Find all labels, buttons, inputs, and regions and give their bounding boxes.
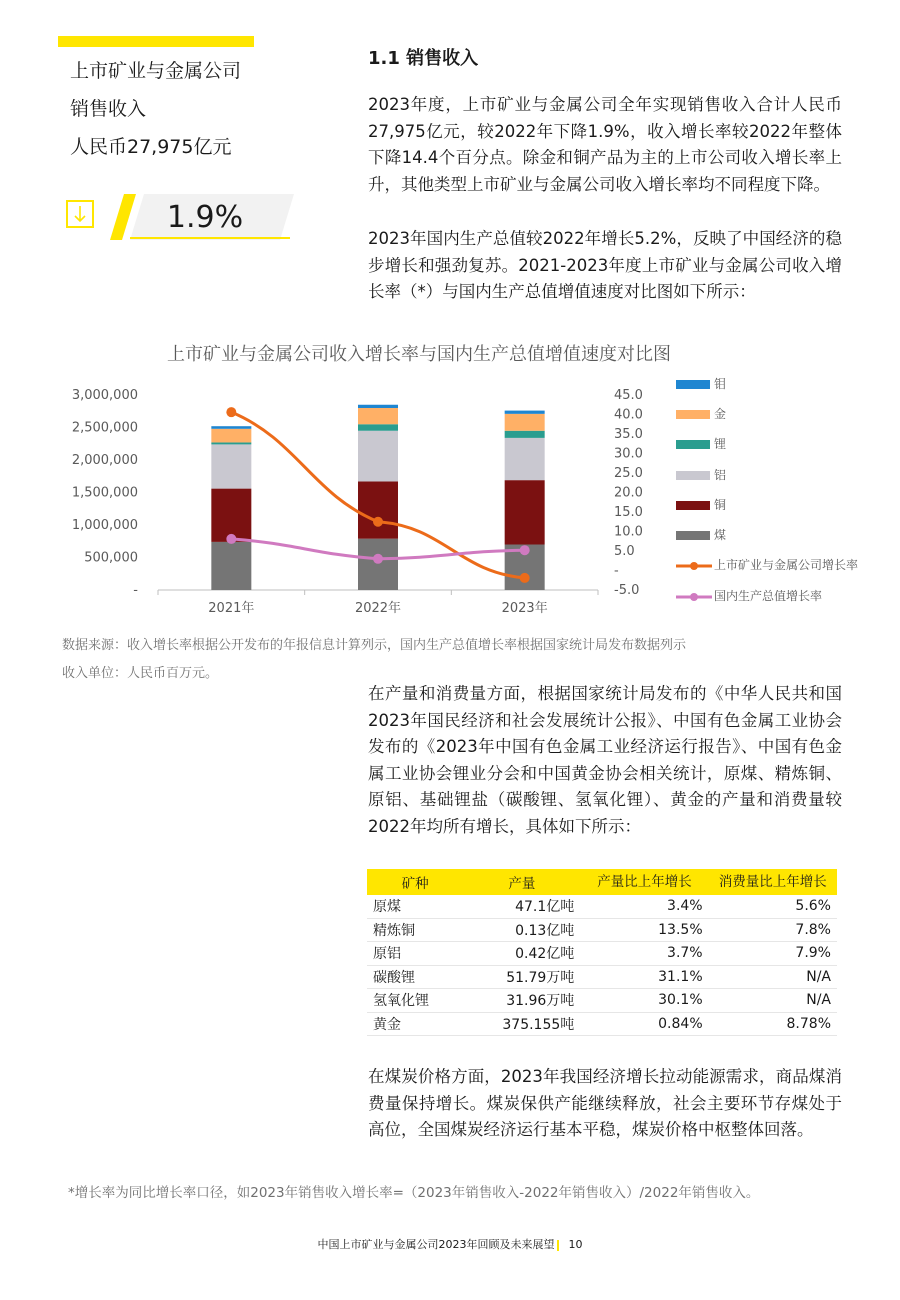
cell-mineral: 原铝: [367, 942, 463, 966]
table-row: [367, 989, 837, 1013]
y-left-tick-label: -: [133, 583, 138, 598]
line-point: [373, 554, 383, 564]
cell-consumption-growth: 7.8%: [709, 918, 837, 942]
kpi-label-amount: 人民币27,975亿元: [70, 136, 232, 158]
legend-label: 上市矿业与金属公司增长率: [714, 558, 859, 572]
mineral-production-table: [367, 869, 837, 1036]
bar-segment-铜: [211, 489, 251, 542]
y-left-tick-label: 1,500,000: [71, 485, 138, 501]
bar-segment-金: [358, 408, 398, 424]
table-header-row: [367, 869, 837, 895]
bar-segment-铝: [505, 438, 545, 480]
bar-segment-锂: [505, 431, 545, 438]
bar-segment-锂: [358, 424, 398, 431]
footer-title: 中国上市矿业与金属公司2023年回顾及未来展望: [317, 1238, 555, 1251]
legend-swatch: [676, 410, 710, 419]
cell-consumption-growth: 8.78%: [709, 1012, 837, 1036]
kpi-value: 1.9%: [166, 200, 244, 235]
header-output: 产量: [463, 869, 580, 895]
paragraph-gdp: 2023年国内生产总值较2022年增长5.2%，反映了中国经济的稳步增长和强劲复苏。2021-2023年度上市矿业与金属公司收入增长率（*）与国内生产总值增值速度对比图如下所示：: [368, 229, 842, 302]
cell-mineral: 碳酸锂: [367, 965, 463, 989]
footer-separator: [557, 1240, 559, 1251]
cell-output: 0.13亿吨: [463, 918, 580, 942]
unit-note: 收入单位：人民币百万元。: [62, 666, 219, 681]
kpi-label-metric: 销售收入: [70, 98, 147, 120]
bar-segment-煤: [211, 542, 251, 590]
table-row: [367, 918, 837, 942]
legend-swatch: [676, 560, 712, 572]
bar-segment-煤: [358, 539, 398, 590]
x-tick-label: 2021年: [208, 601, 255, 616]
chart-title: 上市矿业与金属公司收入增长率与国内生产总值增值速度对比图: [167, 344, 671, 365]
bar-segment-钼: [505, 411, 545, 414]
cell-output: 375.155吨: [463, 1012, 580, 1036]
paragraph-production: 在产量和消费量方面，根据国家统计局发布的《中华人民共和国2023年国民经济和社会发展统计公报》、中国有色金属工业协会发布的《2023年中国有色金属工业经济运行报告》、中国有色金属工业协会锂业分会和中国黄金协会相关统计，原煤、精炼铜、原铝、基础锂盐（碳酸锂、氢氧化锂）、黄金的产量和消费量较2022年均所有增长，具体如下所示：: [368, 684, 842, 836]
data-source-note: 数据来源：收入增长率根据公开发布的年报信息计算列示，国内生产总值增长率根据国家统计局发布数据列示: [62, 638, 687, 653]
legend-swatch: [676, 380, 710, 389]
table-row: [367, 1012, 837, 1036]
bar-segment-钼: [211, 426, 251, 429]
cell-mineral: 原煤: [367, 895, 463, 918]
y-right-tick-label: 10.0: [614, 524, 643, 540]
cell-output-growth: 3.7%: [580, 942, 708, 966]
cell-output-growth: 13.5%: [580, 918, 708, 942]
cell-output-growth: 31.1%: [580, 965, 708, 989]
cell-output: 0.42亿吨: [463, 942, 580, 966]
legend-label: 钼: [714, 377, 727, 391]
bar-segment-金: [505, 414, 545, 431]
cell-consumption-growth: N/A: [709, 989, 837, 1013]
kpi-label-company: 上市矿业与金属公司: [70, 60, 242, 82]
footnote: *增长率为同比增长率口径，如2023年销售收入增长率=（2023年销售收入-2022年销售收入）/2022年销售收入。: [68, 1185, 760, 1201]
header-output-growth: 产量比上年增长: [580, 869, 708, 895]
bar-segment-钼: [358, 405, 398, 408]
legend-label: 煤: [714, 528, 727, 542]
header-mineral: 矿种: [367, 869, 463, 895]
cell-mineral: 精炼铜: [367, 918, 463, 942]
legend-label: 锂: [714, 437, 727, 451]
y-right-tick-label: 45.0: [614, 388, 643, 403]
cell-output: 47.1亿吨: [463, 895, 580, 918]
legend-label: 铝: [714, 468, 727, 482]
bar-segment-锂: [211, 442, 251, 444]
y-left-tick-label: 2,500,000: [71, 420, 138, 436]
paragraph-revenue: 2023年度，上市矿业与金属公司全年实现销售收入合计人民币27,975亿元，较2022年下降1.9%，收入增长率较2022年整体下降14.4个百分点。除金和铜产品为主的上市公司收入增长率上升，其他类型上市矿业与金属公司收入增长率均不同程度下降。: [368, 95, 842, 194]
line-point: [520, 545, 530, 555]
accent-bar: [58, 36, 254, 47]
legend-swatch: [676, 471, 710, 480]
bar-segment-铜: [358, 481, 398, 538]
bar-segment-铜: [505, 480, 545, 544]
line-point: [226, 534, 236, 544]
cell-output: 51.79万吨: [463, 965, 580, 989]
cell-output: 31.96万吨: [463, 989, 580, 1013]
y-right-tick-label: 30.0: [614, 446, 643, 462]
page-footer: [0, 1236, 900, 1252]
cell-mineral: 氢氧化锂: [367, 989, 463, 1013]
line-point: [520, 573, 530, 583]
table-row: [367, 895, 837, 918]
y-right-tick-label: -5.0: [614, 583, 640, 598]
y-right-tick-label: 20.0: [614, 485, 643, 501]
y-left-tick-label: 3,000,000: [71, 388, 138, 403]
section-title: 1.1 销售收入: [368, 48, 479, 69]
line-point: [373, 517, 383, 527]
down-arrow-icon: [66, 200, 94, 228]
x-tick-label: 2022年: [354, 601, 402, 616]
bar-segment-金: [211, 429, 251, 443]
legend-swatch: [676, 440, 710, 449]
y-left-tick-label: 1,000,000: [71, 518, 138, 533]
x-tick-label: 2023年: [501, 601, 548, 616]
y-right-tick-label: 35.0: [614, 427, 643, 442]
legend-swatch: [676, 531, 710, 540]
header-consumption-growth: 消费量比上年增长: [709, 869, 837, 895]
table-row: [367, 965, 837, 989]
cell-mineral: 黄金: [367, 1012, 463, 1036]
cell-consumption-growth: 5.6%: [709, 895, 837, 918]
y-left-tick-label: 500,000: [84, 550, 138, 566]
line-point: [226, 407, 236, 417]
bar-segment-铝: [211, 444, 251, 488]
legend-swatch: [676, 501, 710, 510]
y-right-tick-label: -: [614, 563, 619, 579]
legend-label: 铜: [714, 498, 727, 512]
y-right-tick-label: 25.0: [614, 466, 643, 481]
cell-consumption-growth: 7.9%: [709, 942, 837, 966]
y-right-tick-label: 15.0: [614, 505, 643, 520]
y-right-tick-label: 5.0: [614, 544, 635, 559]
bar-segment-铝: [358, 431, 398, 482]
cell-output-growth: 30.1%: [580, 989, 708, 1013]
cell-consumption-growth: N/A: [709, 965, 837, 989]
legend-swatch: [676, 591, 712, 603]
y-left-tick-label: 2,000,000: [71, 453, 138, 468]
page-number: 10: [568, 1238, 583, 1251]
legend-label: 国内生产总值增长率: [714, 589, 823, 603]
table-row: [367, 942, 837, 966]
cell-output-growth: 3.4%: [580, 895, 708, 918]
legend-label: 金: [714, 407, 727, 421]
y-right-tick-label: 40.0: [614, 407, 643, 423]
paragraph-coal-price: 在煤炭价格方面，2023年我国经济增长拉动能源需求，商品煤消费量保持增长。煤炭保供产能继续释放，社会主要环节存煤处于高位，全国煤炭经济运行基本平稳，煤炭价格中枢整体回落。: [368, 1067, 842, 1140]
cell-output-growth: 0.84%: [580, 1012, 708, 1036]
